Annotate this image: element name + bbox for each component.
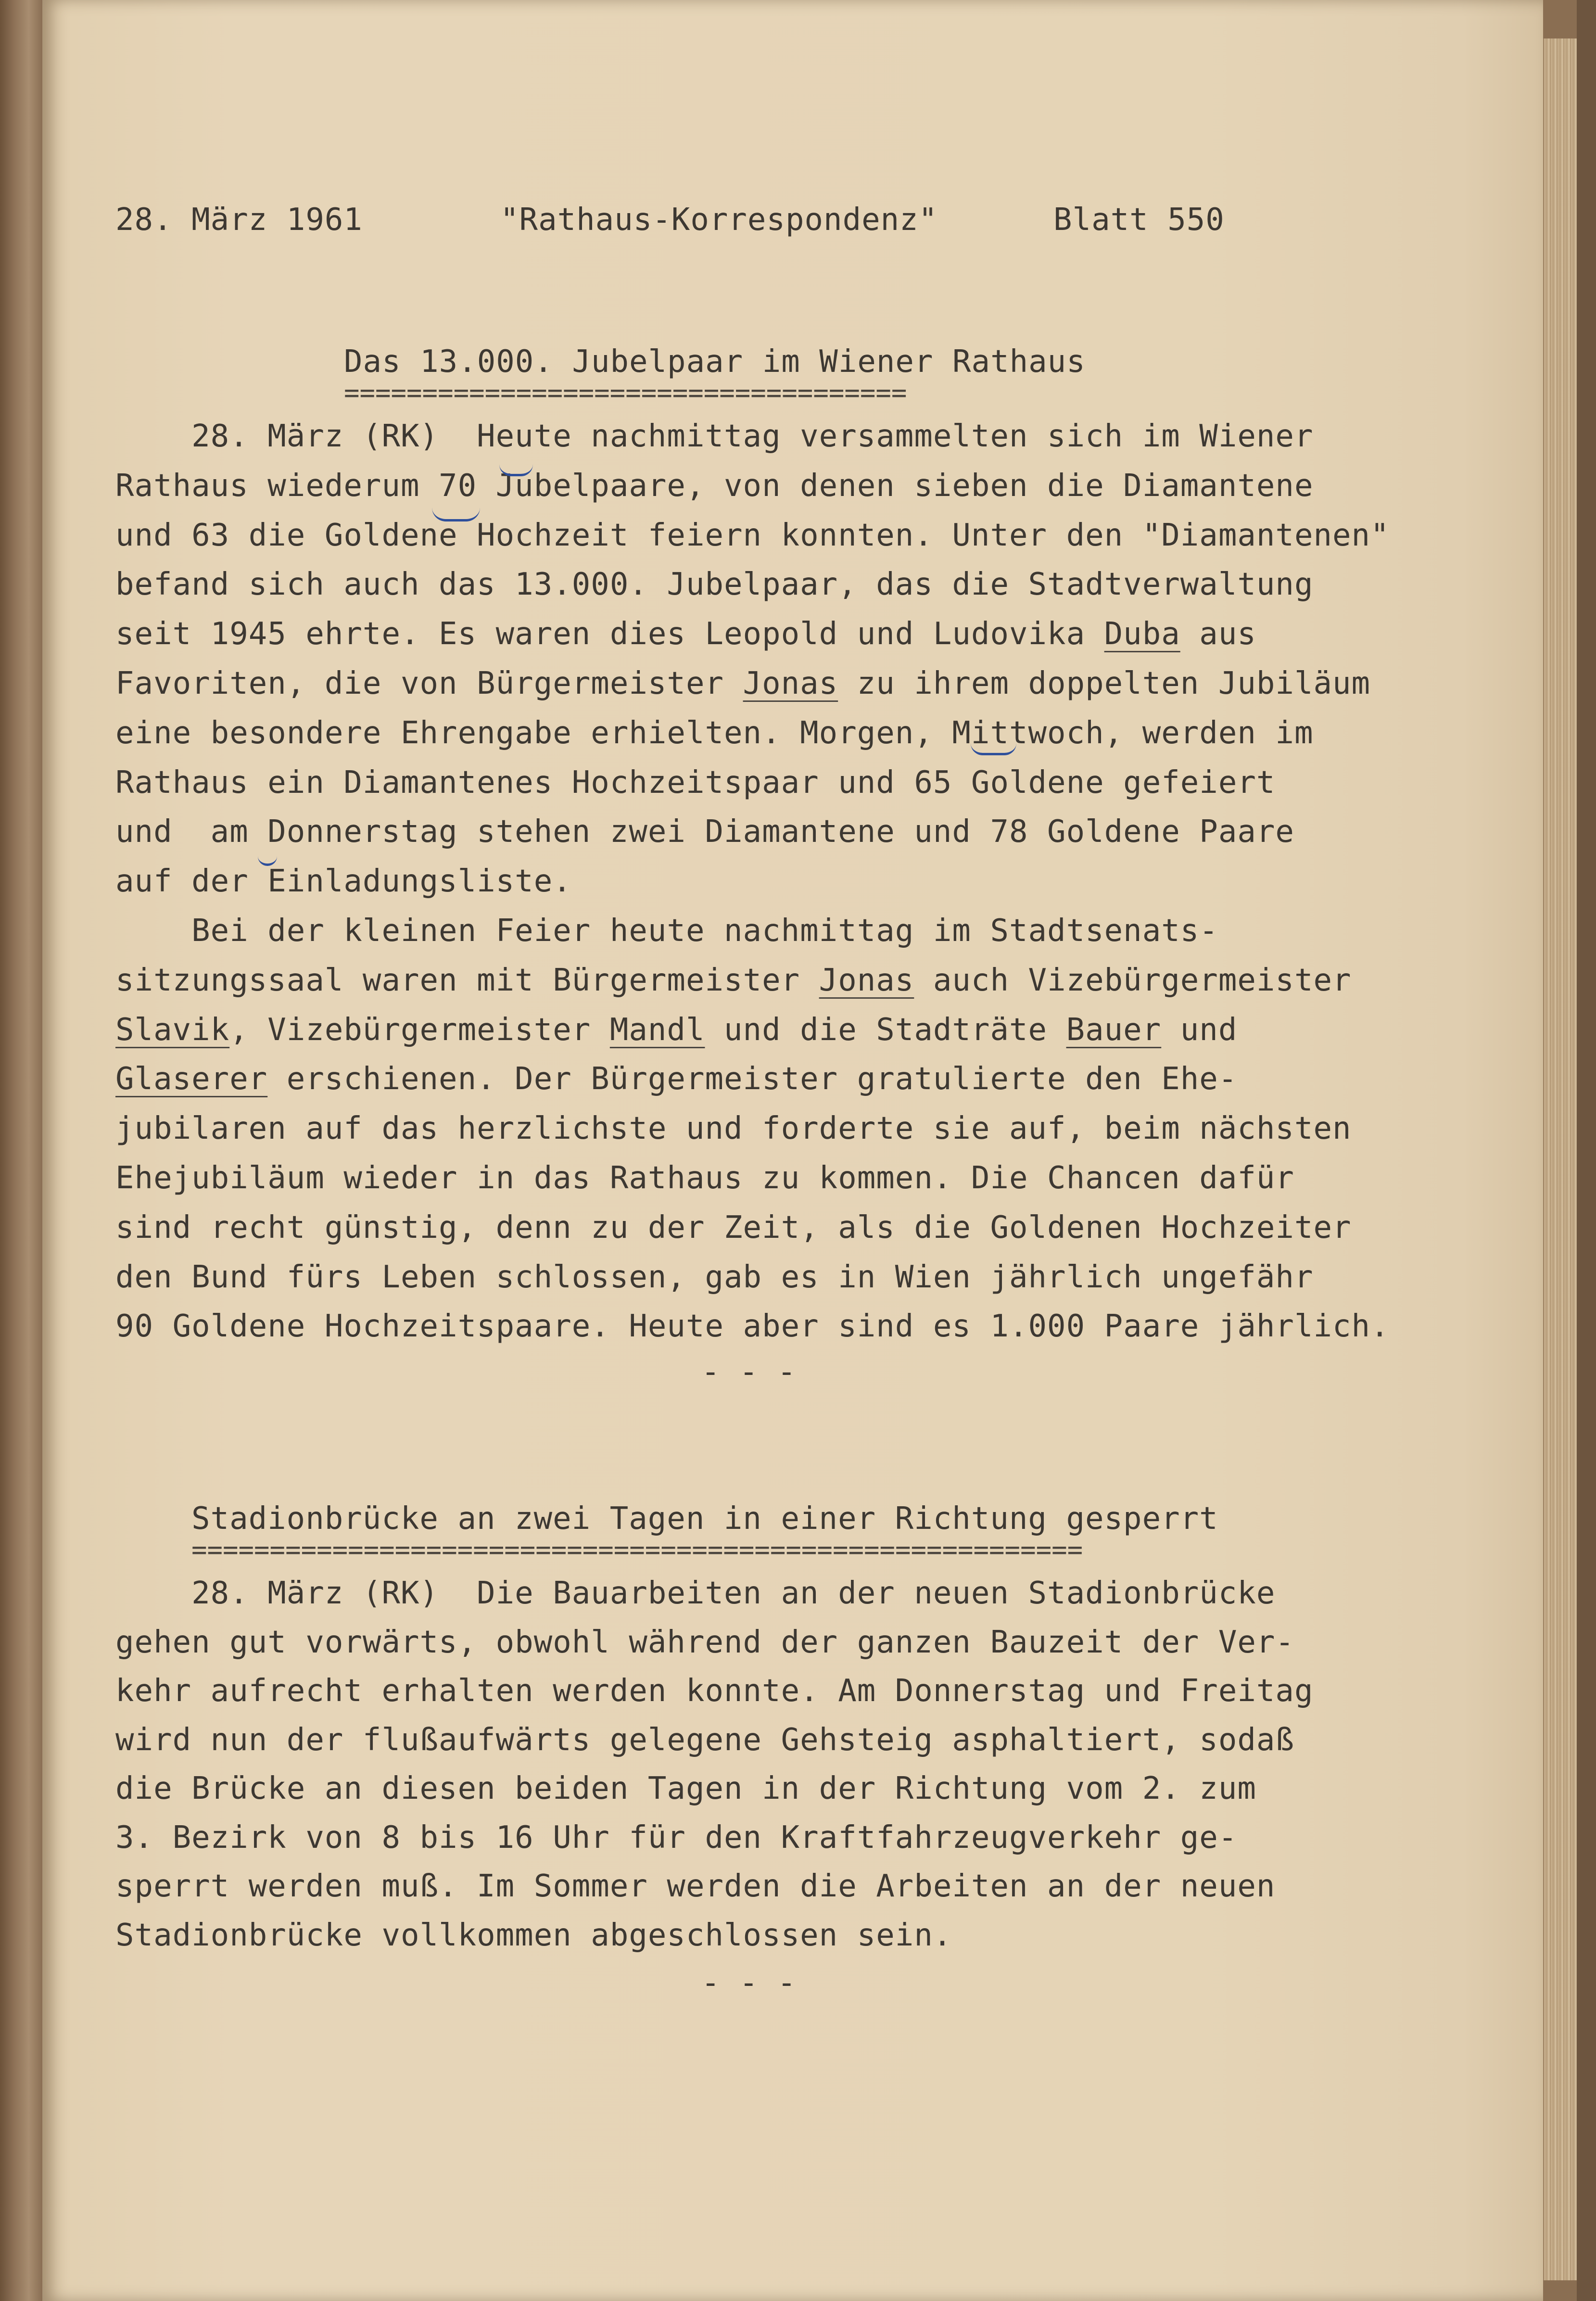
- article-1-body-line: und 63 die Goldene Hochzeit feiern konnten. Unter den "Diamantenen": [115, 517, 1390, 553]
- article-1-body-line: Glaserer erschienen. Der Bürgermeister gratulierte den Ehe-: [115, 1061, 1238, 1097]
- article-2-body-line: gehen gut vorwärts, obwohl während der ganzen Bauzeit der Ver-: [115, 1624, 1294, 1660]
- article-1-body-line: befand sich auch das 13.000. Jubelpaar, das die Stadtverwaltung: [115, 567, 1314, 603]
- article-2: [42, 0, 1543, 2301]
- article-1-separator: - - -: [701, 1354, 797, 1390]
- article-2-body-line: die Brücke an diesen beiden Tagen in der Richtung vom 2. zum: [115, 1771, 1256, 1806]
- article-1-body-line: auf der Einladungsliste.: [115, 864, 572, 900]
- article-1-body-line: jubilaren auf das herzlichste und forderte sie auf, beim nächsten: [115, 1111, 1352, 1147]
- article-1-body-line: Ehejubiläum wieder in das Rathaus zu kommen. Die Chancen dafür: [115, 1160, 1294, 1196]
- article-1-body-line: Bei der kleinen Feier heute nachmittag im Stadtsenats-: [115, 913, 1218, 949]
- article-1-body-line: den Bund fürs Leben schlossen, gab es in Wien jährlich ungefähr: [115, 1259, 1314, 1295]
- article-1-body-line: Rathaus ein Diamantenes Hochzeitspaar und 65 Goldene gefeiert: [115, 764, 1276, 801]
- article-1-body-line: Favoriten, die von Bürgermeister Jonas zu ihrem doppelten Jubiläum: [115, 666, 1371, 701]
- article-2-title: Stadionbrücke an zwei Tagen in einer Richtung gesperrt: [191, 1501, 1218, 1537]
- article-2-body-line: 3. Bezirk von 8 bis 16 Uhr für den Kraftfahrzeugverkehr ge-: [115, 1819, 1238, 1856]
- page-edge-stack: [1543, 38, 1578, 2280]
- pen-mark-mittwoch: [971, 743, 1016, 755]
- article-2-body-line: wird nun der flußaufwärts gelegene Gehsteig asphaltiert, sodaß: [115, 1722, 1294, 1758]
- pen-mark-70: [432, 508, 480, 521]
- article-2-body-line: kehr aufrecht erhalten werden konnte. Am Donnerstag und Freitag: [115, 1673, 1314, 1709]
- article-1-body-line: 90 Goldene Hochzeitspaare. Heute aber sind es 1.000 Paare jährlich.: [115, 1309, 1390, 1345]
- article-2-separator: - - -: [701, 1965, 797, 2001]
- article-1-body-line: eine besondere Ehrengabe erhielten. Morgen, Mittwoch, werden im: [115, 715, 1314, 751]
- article-1-body-line: Rathaus wiederum 70 Jubelpaare, von denen sieben die Diamantene: [115, 468, 1314, 504]
- article-1-body-line: Slavik, Vizebürgermeister Mandl und die Stadträte Bauer und: [115, 1012, 1238, 1048]
- header-date: 28. März 1961: [115, 202, 363, 238]
- article-1-body-line: 28. März (RK) Heute nachmittag versammelten sich im Wiener: [115, 419, 1314, 454]
- article-2-body-line: sperrt werden muß. Im Sommer werden die Arbeiten an der neuen: [115, 1869, 1276, 1904]
- article-2-body-line: 28. März (RK) Die Bauarbeiten an der neuen Stadionbrücke: [115, 1576, 1276, 1611]
- article-1-body-line: und am Donnerstag stehen zwei Diamantene und 78 Goldene Paare: [115, 814, 1294, 850]
- article-2-title-rule: =========================================================: [191, 1535, 1083, 1565]
- article-1-body-line: sitzungssaal waren mit Bürgermeister Jonas auch Vizebürgermeister: [115, 962, 1352, 998]
- header-publication: "Rathaus-Korrespondenz": [500, 202, 938, 238]
- article-1-body-line: seit 1945 ehrte. Es waren dies Leopold und Ludovika Duba aus: [115, 616, 1256, 652]
- header-sheet: Blatt 550: [1053, 202, 1225, 238]
- binding-edge: [1577, 0, 1596, 2301]
- article-2-body-line: Stadionbrücke vollkommen abgeschlossen sein.: [115, 1917, 952, 1953]
- article-1-title: Das 13.000. Jubelpaar im Wiener Rathaus: [344, 344, 1086, 380]
- article-1-body-line: sind recht günstig, denn zu der Zeit, als die Goldenen Hochzeiter: [115, 1209, 1352, 1246]
- article-1-title-rule: ====================================: [344, 378, 907, 408]
- document-page: [42, 0, 1543, 2301]
